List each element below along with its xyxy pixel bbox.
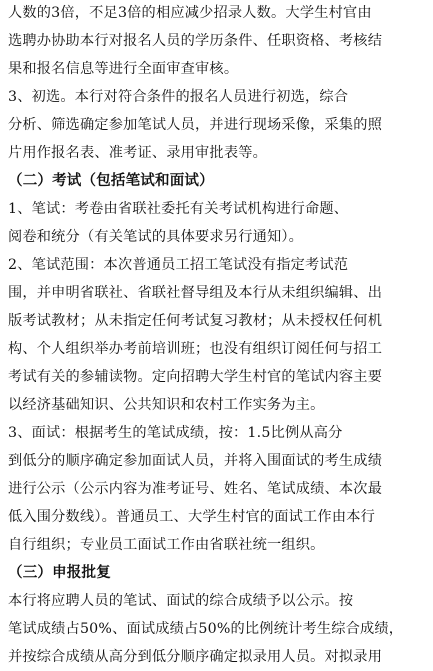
text-line: 阅卷和统分（有关笔试的具体要求另行通知）。 [8,229,304,245]
text-line: 2、笔试范围：本次普通员工招工笔试没有指定考试范 [8,257,349,273]
text-line: 3、初选。本行对符合条件的报名人员进行初选，综合 [8,89,349,105]
text-line: 版考试教材；从未指定任何考试复习教材；从未授权任何机 [8,313,383,329]
text-line: 进行公示（公示内容为准考证号、姓名、笔试成绩、本次最 [8,481,383,497]
section-heading: （二）考试（包括笔试和面试） [8,173,214,189]
text-line: 片用作报名表、准考证、录用审批表等。 [8,145,267,161]
text-line: 以经济基础知识、公共知识和农村工作实务为主。 [8,397,325,413]
text-line: 本行将应聘人员的笔试、面试的综合成绩予以公示。按 [8,593,354,609]
text-line: 人数的3倍，不足3倍的相应减少招录人数。大学生村官由 [8,5,372,21]
text-line: 选聘办协助本行对报名人员的学历条件、任职资格、考核结 [8,33,383,49]
text-line: 构、个人组织举办考前培训班；也没有组织订阅任何与招工 [8,341,383,357]
text-line: 1、笔试：考卷由省联社委托有关考试机构进行命题、 [8,201,349,217]
text-line: 低入围分数线）。普通员工、大学生村官的面试工作由本行 [8,509,375,525]
text-line: 笔试成绩占50%、面试成绩占50%的比例统计考生综合成绩， [8,621,404,637]
text-line: 3、面试：根据考生的笔试成绩，按：1.5比例从高分 [8,425,343,441]
text-line: 围，并申明省联社、省联社督导组及本行从未组织编辑、出 [8,285,383,301]
section-heading: （三）申报批复 [8,565,111,581]
text-line: 到低分的顺序确定参加面试人员，并将入围面试的考生成绩 [8,453,383,469]
text-line: 自行组织；专业员工面试工作由省联社统一组织。 [8,537,325,553]
text-line: 果和报名信息等进行全面审查审核。 [8,61,239,77]
text-line: 并按综合成绩从高分到低分顺序确定拟录用人员。对拟录用 [8,649,383,665]
text-line: 考试有关的参辅读物。定向招聘大学生村官的笔试内容主要 [8,369,383,385]
text-line: 分析、筛选确定参加笔试人员，并进行现场采像，采集的照 [8,117,383,133]
